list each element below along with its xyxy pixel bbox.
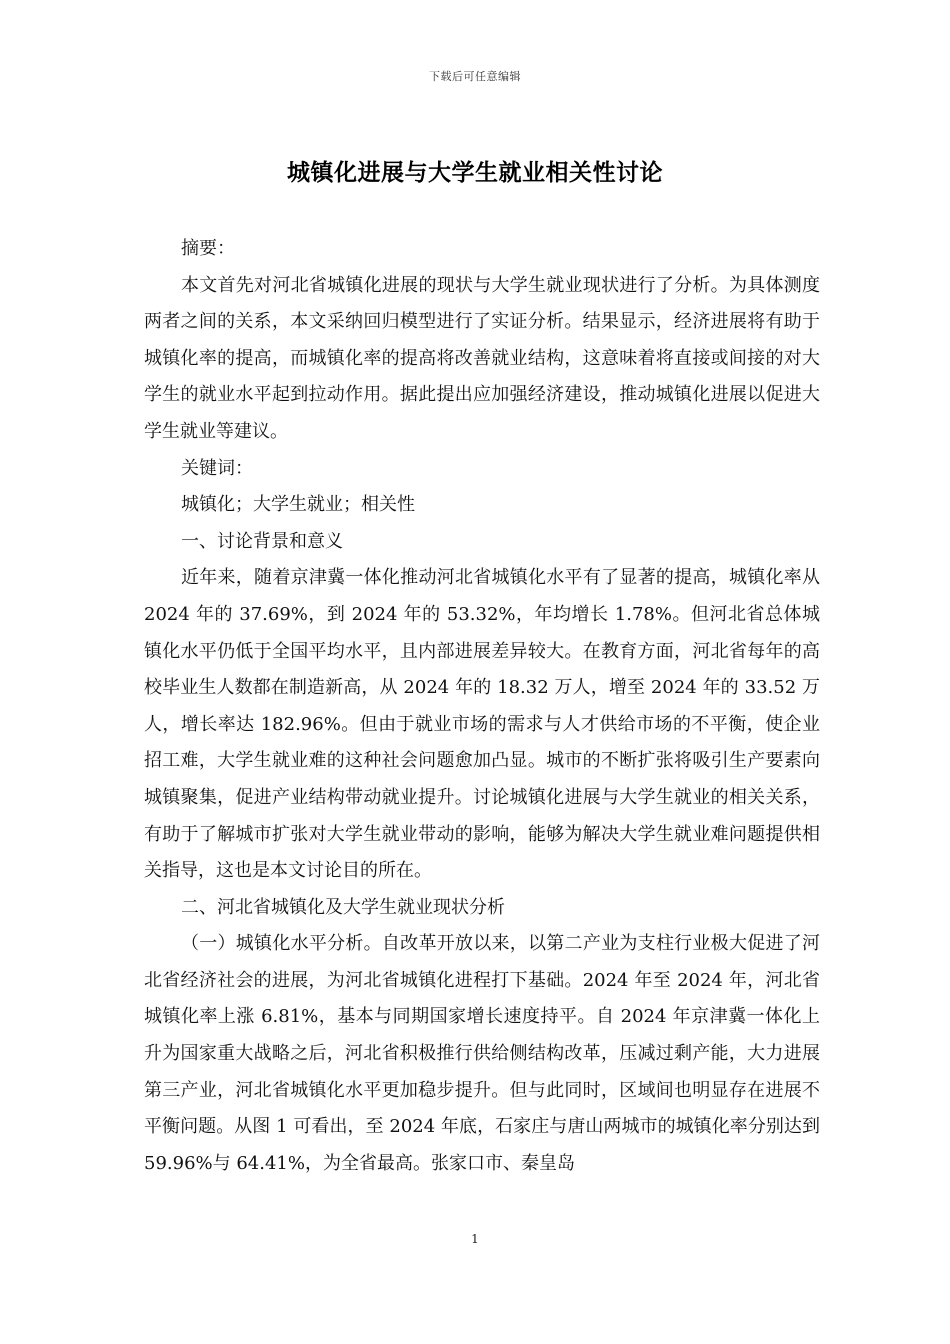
section-1-heading: 一、讨论背景和意义 <box>181 530 343 552</box>
document-title: 城镇化进展与大学生就业相关性讨论 <box>287 159 663 186</box>
keywords-list: 城镇化；大学生就业；相关性 <box>181 494 415 516</box>
page-header-note: 下载后可任意编辑 <box>429 70 521 83</box>
section-2-paragraph: （一）城镇化水平分析。自改革开放以来，以第二产业为支柱行业极大促进了河北省经济社会的进展，为河北省城镇化进程打下基础。2024 年至 2024 年，河北省城镇化率上涨 6.81%，基本与同期国家增长速度持平。自 2024 年京津冀一体化上升为国家重大战略之后，河北省积极推行供给侧结构改革，压减过剩产能，大力进展第三产业，河北省城镇化水平更加稳步提升。但与此同时，区域间也明显存在进展不平衡问题。从图 1 可看出，至 2024 年底，石家庄与唐山两城市的城镇化率分别达到 59.96%与 64.41%，为全省最高。张家口市、秦皇岛 <box>144 933 820 1174</box>
abstract-paragraph: 本文首先对河北省城镇化进展的现状与大学生就业现状进行了分析。为具体测度两者之间的关系，本文采纳回归模型进行了实证分析。结果显示，经济进展将有助于城镇化率的提高，而城镇化率的提高将改善就业结构，这意味着将直接或间接的对大学生的就业水平起到拉动作用。据此提出应加强经济建设，推动城镇化进展以促进大学生就业等建议。 <box>144 274 820 442</box>
document-body <box>144 231 820 1182</box>
section-1-paragraph: 近年来，随着京津冀一体化推动河北省城镇化水平有了显著的提高，城镇化率从 2024 年的 37.69%，到 2024 年的 53.32%，年均增长 1.78%。但河北省总体城镇化水平仍低于全国平均水平，且内部进展差异较大。在教育方面，河北省每年的高校毕业生人数都在制造新高，从 2024 年的 18.32 万人，增至 2024 年的 33.52 万人，增长率达 182.96%。但由于就业市场的需求与人才供给市场的不平衡，使企业招工难，大学生就业难的这种社会问题愈加凸显。城市的不断扩张将吸引生产要素向城镇聚集，促进产业结构带动就业提升。讨论城镇化进展与大学生就业的相关关系，有助于了解城市扩张对大学生就业带动的影响，能够为解决大学生就业难问题提供相关指导，这也是本文讨论目的所在。 <box>144 567 820 882</box>
abstract-label: 摘要： <box>181 238 235 259</box>
page-number: 1 <box>471 1232 479 1246</box>
section-2-heading: 二、河北省城镇化及大学生就业现状分析 <box>181 896 505 918</box>
keywords-label: 关键词： <box>181 457 253 479</box>
